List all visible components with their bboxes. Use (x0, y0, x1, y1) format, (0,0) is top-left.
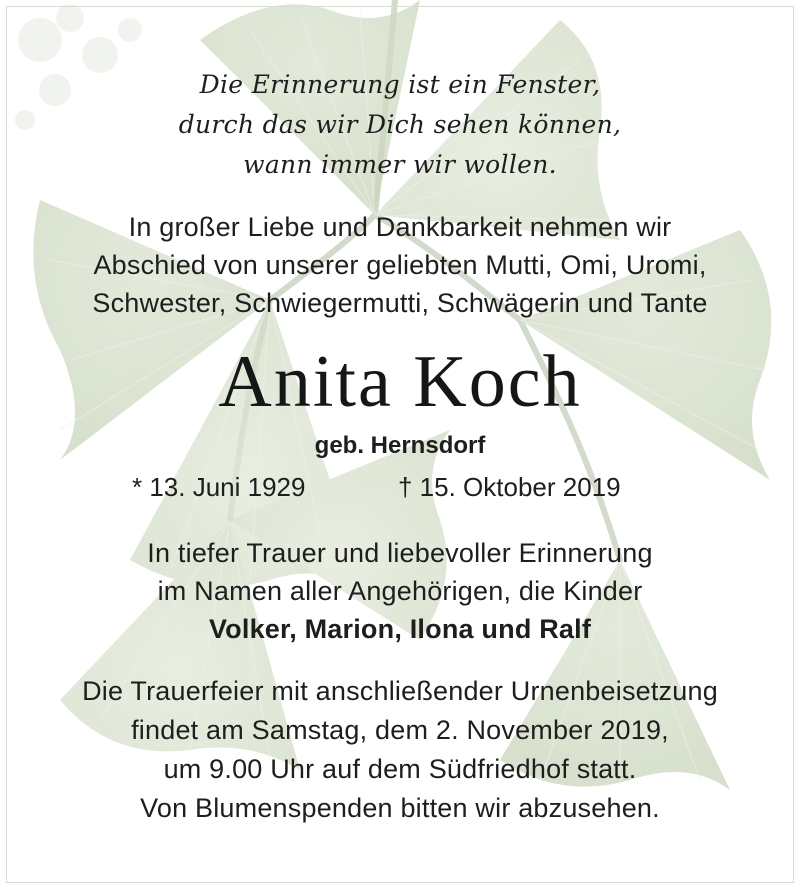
maiden-name: geb. Hernsdorf (314, 432, 486, 459)
service-line-3: um 9.00 Uhr auf dem Südfriedhof statt. (163, 754, 637, 784)
mourners-line-2: im Namen aller Angehörigen, die Kinder (157, 576, 643, 606)
birth-date: * 13. Juni 1929 (132, 472, 306, 502)
poem-line-2: durch das wir Dich sehen können, (178, 110, 622, 139)
poem-line-1: Die Erinnerung ist ein Fenster, (199, 70, 601, 99)
poem-line-3: wann immer wir wollen. (243, 150, 557, 179)
intro-line-3: Schwester, Schwiegermutti, Schwägerin und Tante (92, 288, 708, 318)
life-dates (0, 472, 800, 512)
service-line-4: Von Blumenspenden bitten wir abzusehen. (140, 793, 660, 823)
children-names: Volker, Marion, Ilona und Ralf (208, 614, 592, 644)
mourners-line-1: In tiefer Trauer und liebevoller Erinnerung (147, 538, 653, 568)
service-line-1: Die Trauerfeier mit anschließender Urnenbeisetzung (82, 676, 718, 706)
death-date: † 15. Oktober 2019 (398, 472, 621, 502)
intro-line-2: Abschied von unserer geliebten Mutti, Omi, Uromi, (93, 250, 707, 280)
service-line-2: findet am Samstag, dem 2. November 2019, (131, 715, 669, 745)
deceased-name: Anita Koch (218, 341, 582, 423)
intro-line-1: In großer Liebe und Dankbarkeit nehmen wir (128, 212, 672, 242)
